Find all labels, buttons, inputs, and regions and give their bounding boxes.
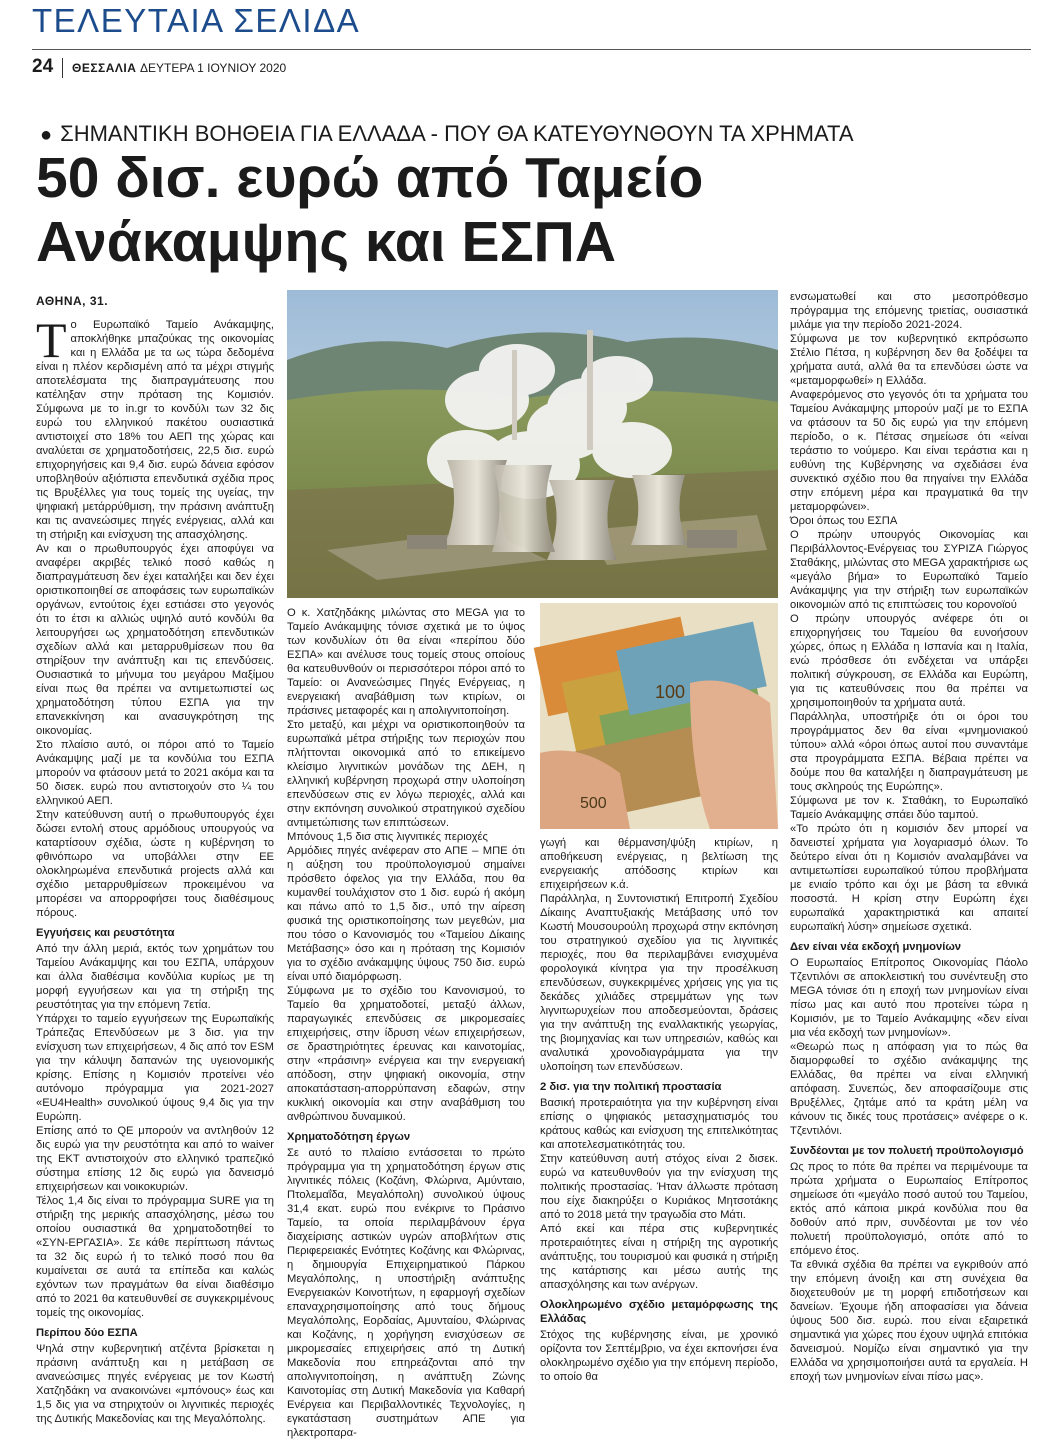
subheading: Ολοκληρωμένο σχέδιο μεταμόρφωσης της Ελλάδας — [540, 1299, 778, 1325]
paragraph: Αναφερόμενος στο γεγονός ότι τα χρήματα του Ταμείου Ανάκαμψης μπορούν μαζί με το ΕΣΠΑ να φτάσουν τα 50 δις ευρώ για την επόμενη περίοδο, ο κ. Πέτσας σημείωσε ότι «είναι τεράστιο το νούμερο. Και είναι τεράστια και η ευθύνη της Κυβέρνησης να σχεδιάσει ένα συνεκτικό σχέδιο που θα πηγαίνει την Ελλάδα στην επόμενη μέρα και πραγματικά θα την μεταμορφώνει». — [790, 389, 1028, 513]
section-title: ΤΕΛΕΥΤΑΙΑ ΣΕΛΙΔΑ — [32, 2, 361, 39]
page-number: 24 — [32, 56, 54, 77]
paragraph: Ως προς το πότε θα πρέπει να περιμένουμε τα πρώτα χρήματα ο Ευρωπαίος Επίτροπος σημείωσε ότι «μεγάλο ποσό αυτού του Ταμείου, εκτός από κάποια μικρά κονδύλια που θα δοθούν από πριν, συνδέονται με τον νέο πολυετή προϋπολογισμό, οπότε από το επόμενο έτος. — [790, 1161, 1028, 1257]
paragraph: Το Ευρωπαϊκό Ταμείο Ανάκαμψης, αποκλήθηκε μπαζούκας της οικονομίας και η Ελλάδα με τα ως τώρα δεδομένα είναι η πλέον κερδισμένη από τα μέχρι στιγμής αποτελέσματα της διαπραγμάτευσης που κατέληξαν στην πρόταση της Κομισιόν. Σύμφωνα με το in.gr το κονδύλι των 32 δις ευρώ του ελληνικού πακέτου ουσιαστικά αντιστοιχεί στο 18% του ΑΕΠ της χώρας και αναλύεται σε χρηματοδοτήσεις, 22,5 δισ. ευρώ επιχορηγήσεις και 9,4 δισ. ευρώ δάνεια εφόσον υποβληθούν αξιόπιστα επενδυτικά σχέδια προς τις Βρυξέλλες για τους τομείς της υγείας, την ψηφιακή μετάρρύθμιση, την πράσινη ανάπτυξη και τις ανανεώσιμες πηγές ενέργειας, αλλά και τη στήριξη και ενίσχυση της απασχόλησης. — [36, 312, 274, 541]
subheading: 2 δισ. για την πολιτική προστασία — [540, 1081, 722, 1093]
paragraph: Παράλληλα, η Συντονιστική Επιτροπή Σχεδίου Δίκαιης Αναπτυξιακής Μετάβασης υπό τον Κωστή Μουσουρούλη προχωρά στην εκπόνηση του στρατηγικού σχεδίου για τις λιγνιτικές περιοχές, που θα περιλαμβάνει ενισχυμένα φορολογικά κίνητρα για την προσέλκυση επενδύσεων, συγκεκριμένες χρήσεις γης για τις δεκάδες χιλιάδες στρεμμάτων γης των λιγνιτωρυχείων που αποδεσμεύονται, δράσεις για την ανάπτυξη της εναλλακτικής γεωργίας, της βιομηχανίας και των υπηρεσιών, καθώς και αναλυτικά χρονοδιαγράμματα για την υλοποίηση των επενδύσεων. — [540, 893, 778, 1073]
svg-text:500: 500 — [580, 795, 607, 812]
subheading: Συνδέονται με τον πολυετή προϋπολογισμό — [790, 1145, 1024, 1157]
dropcap: Τ — [36, 312, 67, 368]
paragraph: Στόχος της κυβέρνησης είναι, με χρονικό ορίζοντα τον Σεπτέμβριο, να έχει εκπονήσει ένα ολοκληρωμένο σχέδιο για την επόμενη περίοδο, το οποίο θα — [540, 1329, 778, 1383]
paragraph: Παράλληλα, υποστήριξε ότι οι όροι του προγράμματος δεν θα είναι «μνημονιακού τύπου» αλλά «όροι όπως αυτοί που συναντάμε στα προγράμματα ΕΣΠΑ. Βέβαια πρέπει να δούμε που θα καταλήξει η διαπραγμάτευση με τους σκληρούς της Ευρώπης». — [790, 711, 1028, 793]
paragraph: Ο πρώην υπουργός Οικονομίας και Περιβάλλοντος-Ενέργειας του ΣΥΡΙΖΑ Γιώργος Σταθάκης, μιλώντας στο MEGA χαρακτήρισε ως «μεγάλο βήμα» το Ευρωπαϊκό Ταμείο Ανάκαμψης για την στήριξη των ευρωπαϊκών οικονομιών από τις επιπτώσεις του κορονοϊού — [790, 529, 1028, 611]
article-column-1 — [36, 312, 274, 1425]
paragraph: Αρμόδιες πηγές ανέφεραν στο ΑΠΕ – ΜΠΕ ότι η αύξηση του προϋπολογισμού σημαίνει πρόσθετο όφελος για την Ελλάδα, που θα κυμανθεί τουλάχιστον στο 1 δισ. ευρώ ή ακόμη και πάνω από το 1,5 δισ., υπό την αίρεση φυσικά της οριστικοποίησης των μεγεθών, μια που τόσο ο Κανονισμός του «Ταμείου Δίκαιης Μετάβασης» όσο και η πρόταση της Κομισιόν για το σχέδιο ανάκαμψης ύψους 750 δισ. ευρώ είναι υπό διαμόρφωση. — [287, 845, 525, 983]
paragraph: Όροι όπως του ΕΣΠΑ — [790, 515, 898, 527]
paragraph: γωγή και θέρμανση/ψύξη κτιρίων, η αποθήκευση ενέργειας, η βελτίωση της ενεργειακής απόδοσης κτιρίων και επιχειρήσεων κ.ά. — [540, 837, 778, 891]
paragraph: Σύμφωνα με το σχέδιο του Κανονισμού, το Ταμείο θα χρηματοδοτεί, μεταξύ άλλων, παραγωγικές επενδύσεις σε μικρομεσαίες επιχειρήσεις, στην ίδρυση νέων επιχειρήσεων, σε δραστηριότητες έρευνας και καινοτομίας, στην «πράσινη» ενέργεια και την ενεργειακή απόδοση, στην ψηφιακή οικονομία, στην αποκατάσταση-απορρύπανση εδαφών, στην κυκλική οικονομία και στην αναβάθμιση του ανθρώπινου δυναμικού. — [287, 985, 525, 1123]
subheading: Εγγυήσεις και ρευστότητα — [36, 927, 175, 939]
cooling-towers-illustration — [287, 290, 778, 598]
dateline: ΑΘΗΝΑ, 31. — [36, 294, 109, 308]
folio-divider — [62, 58, 63, 78]
svg-text:100: 100 — [655, 682, 686, 702]
subheading: Περίπου δύο ΕΣΠΑ — [36, 1327, 138, 1339]
paragraph: Επίσης από το QE μπορούν να αντληθούν 12 δις ευρώ για την ρευστότητα και από το waiver της ΕΚΤ αντιστοιχούν στο ελληνικό τραπεζικό σύστημα επίσης 12 δις ευρώ για δανεισμό επιχειρήσεων και νοικοκυριών. — [36, 1125, 274, 1193]
paragraph: Υπάρχει το ταμείο εγγυήσεων της Ευρωπαϊκής Τράπεζας Επενδύσεων με 3 δισ. για την ενίσχυση των επιχειρήσεων, 4 δις από τον ESM για την κάλυψη δαπανών της υγειονομικής κρίσης. Επίσης η Κομισιόν προτείνει νέο αυτόνομο πρόγραμμα για 2021-2027 «EU4Health» συνολικού ύψους 9,4 δις για την Ευρώπη. — [36, 1013, 274, 1123]
paragraph: «Θεωρώ πως η απόφαση για το πώς θα διαμορφωθεί το σχέδιο ανάκαμψης της Ελλάδας, θα πρέπει να είναι ελληνική απόφαση. Συνεπώς, δεν αποφασίζουμε στις Βρυξέλλες, ζητάμε από τα κράτη μέλη να κάνουν τις δικές τους προτάσεις» ανέφερε ο κ. Τζεντιλόνι. — [790, 1041, 1028, 1137]
paragraph: Βασική προτεραιότητα για την κυβέρνηση είναι επίσης ο ψηφιακός μετασχηματισμός του κράτους καθώς και ενίσχυση της επιτελικότητας και αποτελεσματικότητάς του. — [540, 1097, 778, 1151]
paragraph: Στην κατεύθυνση αυτή ο πρωθυπουργός έχει δώσει εντολή στους αρμόδιους υπουργούς να καταρτίσουν σχέδια, ώστε η κυβέρνηση το φθινόπωρο να υποβάλλει στην ΕΕ ολοκληρωμένα επενδυτικά projects αλλά και σχέδιο μεταρρυθμίσεων προκειμένου να μπορέσει να απορροφήσει τους διαθέσιμους πόρους. — [36, 809, 274, 919]
paragraph: Στο πλαίσιο αυτό, οι πόροι από το Ταμείο Ανάκαμψης μαζί με τα κονδύλια του ΕΣΠΑ μπορούν να φτάσουν μετά το 2021 ακόμα και τα 50 δισεκ. ευρώ που αντιστοιχούν στο ¼ του ελληνικού ΑΕΠ. — [36, 739, 274, 807]
paragraph: Τα εθνικά σχέδια θα πρέπει να εγκριθούν από την επόμενη άνοιξη και στη συνέχεια θα διοχετευθούν με τη μορφή επιδοτήσεων και δανείων. Έχουμε ήδη αποφασίσει για δάνεια ύψους 500 δισ. ευρώ. που είναι εξαιρετικά σημαντικά για χώρες που έχουν υψηλά επιτόκια δανεισμού. Νομίζω είναι σημαντικό για την Ελλάδα να χρησιμοποιήσει αυτά τα εργαλεία. Η εποχή των μνημονίων είναι πίσω μας». — [790, 1259, 1028, 1383]
paragraph: Ο Ευρωπαίος Επίτροπος Οικονομίας Πάολο Τζεντιλόνι σε αποκλειστική του συνέντευξη στο MEGA τόνισε ότι η εποχή των μνημονίων είναι πίσω μας και αυτό που προτείνει τώρα η Κομισιόν, με το Ταμείο Ανάκαμψης «δεν είναι μια νέα εκδοχή των μνημονίων». — [790, 957, 1028, 1039]
banknotes-photo — [540, 603, 778, 829]
header-rule — [32, 49, 1031, 50]
paragraph: Σε αυτό το πλαίσιο εντάσσεται το πρώτο πρόγραμμα για τη χρηματοδότηση έργων στις λιγνιτικές πόλεις (Κοζάνη, Φλώρινα, Αμύνταιο, Πτολεμαΐδα, Μεγαλόπολη) συνολικού ύψους 31,4 εκατ. ευρώ που ενέκρινε το Πράσινο Ταμείο, τα οποία περιλαμβάνουν έργα διαχείρισης αστικών υγρών αποβλήτων στις Περιφερειακές Ενότητες Κοζάνης και Φλώρινας, η δημιουργία Επιχειρηματικού Πάρκου Μεγαλόπολης, η υποστήριξη ανάπτυξης Ενεργειακών Κοινοτήτων, η εφαρμογή σχεδίων επαναχρησιμοποίησης από τους δήμους Μεγαλόπολης, Εορδαίας, Αμυνταίου, Φλώρινας και Κοζάνης, η χορήγηση ενισχύσεων σε μικρομεσαίες επιχειρήσεις από τη Δυτική Μακεδονία που επηρεάζονται από την απολιγνιτοποίηση, η ανάπτυξη Ζώνης Καινοτομίας στη Δυτική Μακεδονία για Καθαρή Ενέργεια και Περιβαλλοντικές Τεχνολογίες, η εγκατάσταση συστημάτων ΑΠΕ για ηλεκτροπαρα- — [287, 1147, 525, 1439]
article-column-2 — [287, 606, 525, 1439]
bullet-icon: ● — [40, 124, 53, 146]
paragraph: Τέλος 1,4 δις είναι το πρόγραμμα SURE για τη στήριξη της μερικής απασχόλησης, μέσω του οποίου ουσιαστικά θα χρηματοδοτηθεί το «ΣΥΝ-ΕΡΓΑΣΙΑ». Σε κάθε περίπτωση πάντως τα 32 δις ευρώ ή το τελικό ποσό που θα κυμαίνεται σε αυτά τα επίπεδα και καλώς εχόντων των πραγμάτων θα είναι διαθέσιμο από το 2021 θα κατευθυνθεί σε συγκεκριμένους τομείς της οικονομίας. — [36, 1195, 274, 1319]
paragraph: Ο κ. Χατζηδάκης μιλώντας στο MEGA για το Ταμείο Ανάκαμψης τόνισε σχετικά με το ύψος των κονδυλίων ότι θα είναι «περίπου δύο ΕΣΠΑ» και ανέλυσε τους τομείς στους οποίους θα κατευθυνθούν οι περισσότεροι πόροι από το Ταμείο: οι Ανανεώσιμες Πηγές Ενέργειας, η ενεργειακή αναβάθμιση των κτιρίων, οι πράσινες μεταφορές και η απολιγνιτοποίηση. — [287, 607, 525, 717]
article-column-4 — [790, 290, 1028, 1383]
paragraph: Στο μεταξύ, και μέχρι να οριστικοποιηθούν τα ευρωπαϊκά μέτρα στήριξης των περιοχών που πλήττονται οικονομικά από το επικείμενο κλείσιμο λιγνιτικών μονάδων της ΔΕΗ, η ελληνική κυβέρνηση προχωρά στην υλοποίηση επενδύσεων στις εν λόγω περιοχές, αλλά και στην εκπόνηση συνολικού στρατηγικού σχεδίου αντιμετώπισης των επιπτώσεων. — [287, 719, 525, 829]
article-column-3 — [540, 836, 778, 1383]
paragraph: Από την άλλη μεριά, εκτός των χρημάτων του Ταμείου Ανάκαμψης και του ΕΣΠΑ, υπάρχουν και άλλα διαθέσιμα κονδύλια κυρίως με τη μορφή εγγυήσεων και για τη στήριξη της ρευστότητας για την επόμενη 7ετία. — [36, 943, 274, 1011]
issue-date: ΔΕΥΤΕΡΑ 1 ΙΟΥΝΙΟΥ 2020 — [140, 61, 287, 75]
paragraph: Μπόνους 1,5 δισ στις λιγνιτικές περιοχές — [287, 831, 488, 843]
subheading: Χρηματοδότηση έργων — [287, 1131, 411, 1143]
kicker — [40, 121, 854, 147]
newspaper-name: ΘΕΣΣΑΛΙΑ — [72, 61, 137, 75]
paragraph: Ψηλά στην κυβερνητική ατζέντα βρίσκεται η πράσινη ανάπτυξη και η μετάβαση σε ανανεώσιμες πηγές ενέργειας με τον Κωστή Χατζηδάκη να ανακοινώνει «μπόνους» έως και 1,5 δις για να στηριχτούν οι λιγνιτικές περιοχές της Δυτικής Μακεδονίας και της Μεγαλόπολης. — [36, 1343, 274, 1425]
paragraph: Ο πρώην υπουργός ανέφερε ότι οι επιχορηγήσεις του Ταμείου θα ευνοήσουν χώρες, όπως η Ελλάδα η Ισπανία και η Ιταλία, ενώ πρόσθεσε ότι ενδέχεται να υπάρξει πολιτική σύγκρουση, σε Ελλάδα και Ευρώπη, για τις κατευθύνσεις που θα πρέπει να χρησιμοποιηθούν τα χρήματα αυτά. — [790, 613, 1028, 709]
paragraph: Στην κατεύθυνση αυτή στόχος είναι 2 δισεκ. ευρώ να κατευθυνθούν για την ενίσχυση της πολιτικής προστασίας. Ήταν άλλωστε πρόταση που είχε διακηρύξει ο Κυριάκος Μητσοτάκης από το 2018 μετά την τραγωδία στο Μάτι. — [540, 1153, 778, 1221]
paragraph: Σύμφωνα με τον κ. Σταθάκη, το Ευρωπαϊκό Ταμείο Ανάκαμψης σπάει δύο ταμπού. — [790, 795, 1028, 821]
kicker-text: ΣΗΜΑΝΤΙΚΗ ΒΟΗΘΕΙΑ ΓΙΑ ΕΛΛΑΔΑ - ΠΟΥ ΘΑ ΚΑΤΕΥΘΥΝΘΟΥΝ ΤΑ ΧΡΗΜΑΤΑ — [60, 121, 854, 146]
power-plant-photo — [287, 290, 778, 598]
euro-banknotes-illustration — [540, 603, 778, 829]
subheading: Δεν είναι νέα εκδοχή μνημονίων — [790, 941, 962, 953]
paragraph: Αν και ο πρωθυπουργός έχει αποφύγει να αναφέρει ακριβές τελικό ποσό καθώς η διαπραγμάτευση δεν έχει καταλήξει και δεν έχει οριστικοποιηθεί σε αποφάσεις των ευρωπαϊκών οργάνων, εντούτοις έχει εστιάσει στο γεγονός ότι το έτσι κι αλλιώς υψηλό αυτό κονδύλι θα λειτουργήσει ως χρηματοδότηση επενδυτικών σχεδίων αλλά και μεταρρυθμίσεων που θα στηρίξουν την ανάπτυξη και τις επενδύσεις. Ουσιαστικά το μήνυμα του μεγάρου Μαξίμου είναι πως θα πρέπει να αντιμετωπιστεί ως χρηματοδότηση τύπου ΕΣΠΑ για την επανεκκίνηση και ανασυγκρότηση της οικονομίας. — [36, 543, 274, 737]
paragraph: Σύμφωνα με τον κυβερνητικό εκπρόσωπο Στέλιο Πέτσα, η κυβέρνηση δεν θα ξοδέψει τα χρήματα αυτά, αλλά θα τα επενδύσει ώστε να «μεταμορφωθεί» η Ελλάδα. — [790, 333, 1028, 387]
paragraph: ενσωματωθεί και στο μεσοπρόθεσμο πρόγραμμα της επόμενης τριετίας, ουσιαστικά μιλάμε για την περίοδο 2021-2024. — [790, 291, 1028, 331]
paragraph: Από εκεί και πέρα στις κυβερνητικές προτεραιότητες είναι η στήριξη της αγροτικής ανάπτυξης, του τουρισμού και φυσικά η στήριξη της κατάρτισης και μέσω αυτής της απασχόλησης και των ανέργων. — [540, 1223, 778, 1291]
paragraph: «Το πρώτο ότι η κομισιόν δεν μπορεί να δανειστεί χρήματα για λογαριασμό όλων. Το δεύτερο είναι ότι η Κομισιόν αναλαμβάνει να αντιμετωπίσει ευρωπαϊκού τύπου προβλήματα με ενιαίο τρόπο και όχι με βάση τα εθνικά ποσοστά. Η κρίση στην Ευρώπη έχει ευρωπαϊκά χαρακτηριστικά και απαιτεί ευρωπαϊκή λύση» σημείωσε σχετικά. — [790, 823, 1028, 933]
headline: 50 δισ. ευρώ από Ταμείο Ανάκαμψης και ΕΣΠΑ — [36, 146, 704, 274]
